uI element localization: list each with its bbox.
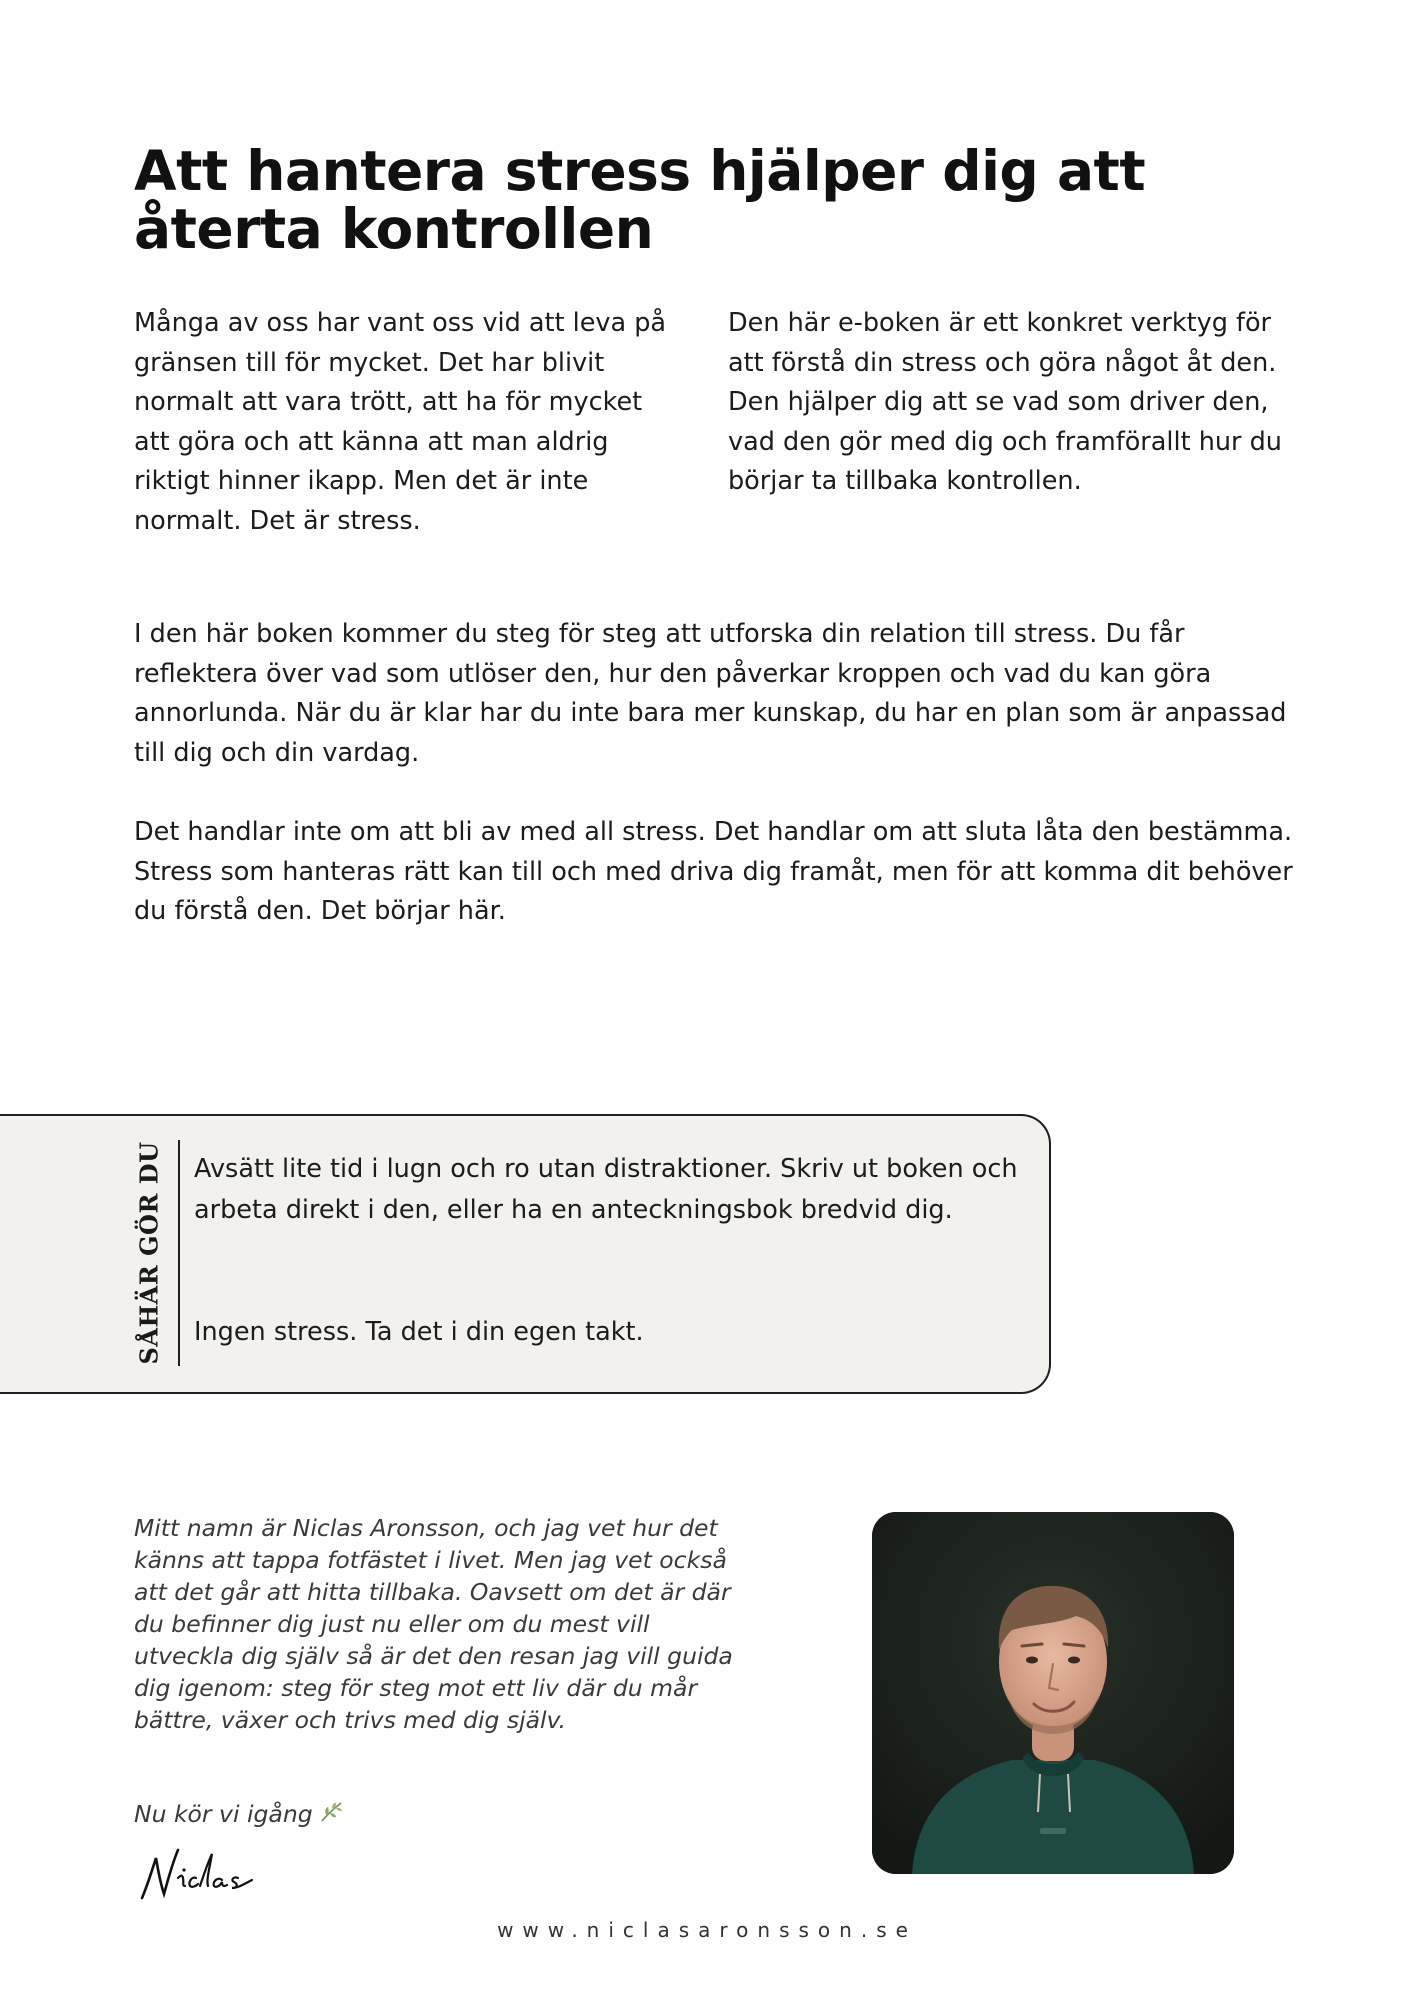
intro-right-paragraph: Den här e-boken är ett konkret verktyg för att förstå din stress och göra något åt den. Den hjälper dig att se vad som driver den, vad den gör med dig och framförallt hur du börjar ta tillbaka kontrollen. — [728, 308, 1282, 496]
instructions-text-1: Avsätt lite tid i lugn och ro utan distraktioner. Skriv ut boken och arbeta direkt i den, eller ha en anteckningsbok bredvid dig. — [194, 1154, 1018, 1225]
signature — [134, 1840, 274, 1910]
author-photo — [872, 1512, 1234, 1874]
page-title — [134, 139, 1284, 261]
instructions-label-text: SÅHÄR GÖR DU — [134, 1141, 164, 1365]
instructions-label — [129, 1140, 169, 1366]
intro-left-paragraph: Många av oss har vant oss vid att leva på gränsen till för mycket. Det har blivit normalt att vara trött, att ha för mycket att göra och att känna att man aldrig riktigt hinner ikapp. Men det är inte normalt. Det är stress. — [134, 308, 667, 536]
page-title-line-1: Att hantera stress hjälper dig att — [134, 139, 1146, 203]
body-paragraph-1: I den här boken kommer du steg för steg att utforska din relation till stress. Du får reflektera över vad som utlöser den, hur den påverkar kroppen och vad du kan göra annorlunda. När du är klar har du inte bara mer kunskap, du har en plan som är anpassad till dig och din vardag. — [134, 619, 1287, 768]
instructions-divider — [178, 1140, 180, 1366]
author-bio: Mitt namn är Niclas Aronsson, och jag vet hur det känns att tappa fotfästet i livet. Men jag vet också att det går att hitta tillbaka. Oavsett om det är där du befinner dig just nu eller om du mest vill utveckla dig själv så är det den resan jag vill guida dig igenom: steg för steg mot ett liv där du mår bättre, växer och trivs med dig själv. — [134, 1514, 733, 1734]
closing-line — [134, 1798, 345, 1832]
instructions-text-2: Ingen stress. Ta det i din egen takt. — [194, 1317, 644, 1347]
page-title-line-2: återta kontrollen — [134, 197, 654, 261]
body-paragraph-2: Det handlar inte om att bli av med all stress. Det handlar om att sluta låta den bestämma. Stress som hanteras rätt kan till och med driva dig framåt, men för att komma dit behöver du förstå den. Det börjar här. — [134, 817, 1293, 926]
website-link[interactable]: www.niclasaronsson.se — [497, 1918, 917, 1942]
closing-text: Nu kör vi igång — [134, 1800, 313, 1828]
leaf-icon — [319, 1800, 345, 1832]
